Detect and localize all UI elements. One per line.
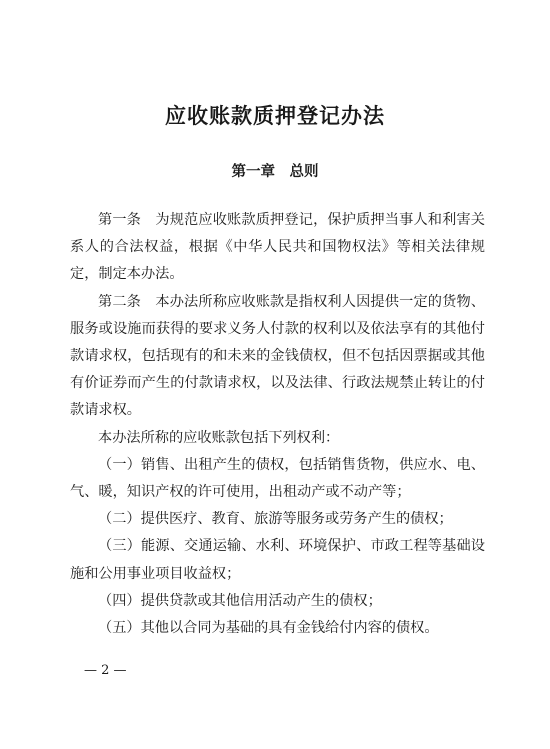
list-item-4: （四）提供贷款或其他信用活动产生的债权； [98, 592, 382, 609]
list-item-1: （一）销售、出租产生的债权，包括销售货物，供应水、电、气、暖，知识产权的许可使用，出租动产或不动产等； [70, 456, 485, 501]
page-number: — 2 — [84, 663, 127, 678]
document-title: 应收账款质押登记办法 [165, 103, 385, 128]
article-1-paragraph: 第一条 为规范应收账款质押登记，保护质押当事人和利害关系人的合法权益，根据《中华人民共和国物权法》等相关法律规定，制定本办法。 [70, 212, 485, 283]
document-body [70, 207, 485, 642]
chapter-heading: 第一章 总则 [231, 164, 319, 180]
list-item-5: （五）其他以合同为基础的具有金钱给付内容的债权。 [98, 620, 439, 637]
article-2-paragraph: 第二条 本办法所称应收账款是指权利人因提供一定的货物、服务或设施而获得的要求义务人付款的权利以及依法享有的其他付款请求权，包括现有的和未来的金钱债权，但不包括因票据或其他有价证券而产生的付款请求权，以及法律、行政法规禁止转让的付款请求权。 [70, 293, 485, 419]
list-item-2: （二）提供医疗、教育、旅游等服务或劳务产生的债权； [98, 511, 453, 528]
rights-intro-paragraph: 本办法所称的应收账款包括下列权利： [98, 429, 340, 446]
list-item-3: （三）能源、交通运输、水利、环境保护、市政工程等基础设施和公用事业项目收益权； [70, 538, 485, 582]
